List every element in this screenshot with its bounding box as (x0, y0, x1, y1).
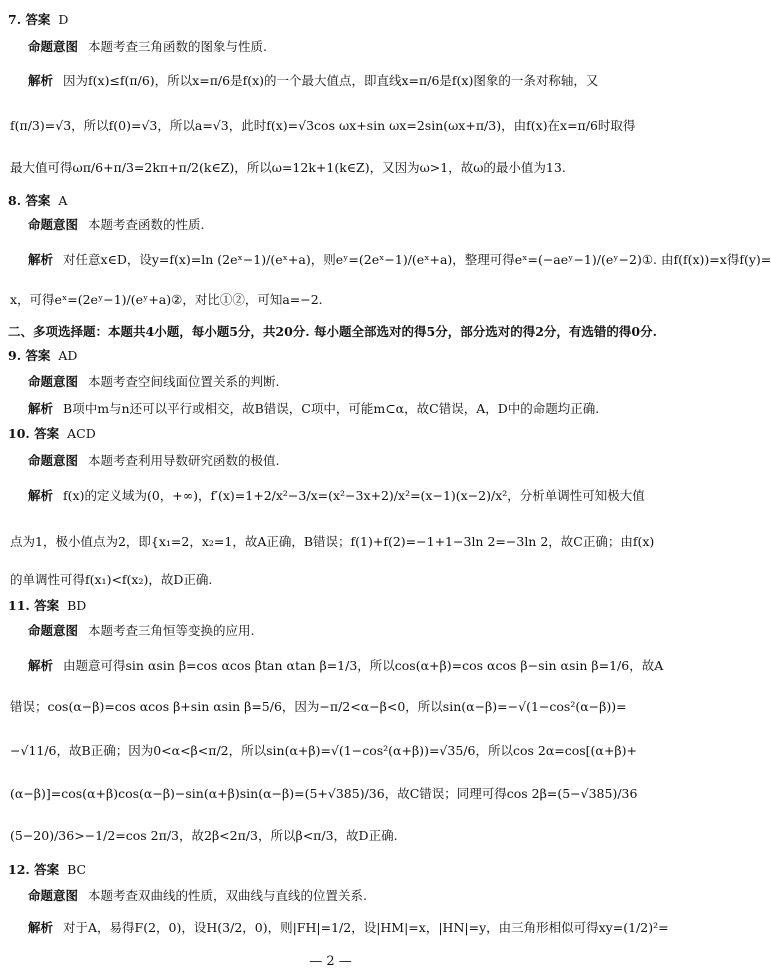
q8-analysis-line-2: x，可得eˣ=(2eʸ−1)/(eʸ+a)②，对比①②，可知a=−2. (10, 292, 323, 307)
q11-analysis-line-2: 错误；cos(α−β)=cos αcos β+sin αsin β=5/6，因为−π/2<α−β<0，所以sin(α−β)=−√(1−cos²(α−β))= (10, 699, 627, 714)
q9-header (8, 346, 653, 366)
q9-intent (28, 372, 653, 392)
q11-analysis-label: 解析 (28, 658, 54, 673)
q10-analysis-label: 解析 (28, 488, 54, 503)
q12-analysis-label: 解析 (28, 920, 54, 935)
q10-number: 10. 答案 (8, 426, 60, 441)
q8-number: 8. 答案 (8, 193, 51, 208)
q10-analysis-line-3: 的单调性可得f(x₁)<f(x₂)，故D正确. (10, 572, 213, 587)
q10-analysis-text-1: f(x)的定义域为(0，+∞)，f′(x)=1+2/x²−3/x=(x²−3x+2)/x²=(x−1)(x−2)/x²，分析单调性可知极大值 (63, 488, 645, 503)
q10-intent (28, 451, 653, 471)
q11-header (8, 596, 653, 616)
q11-answer: BD (67, 598, 87, 613)
q9-analysis-text-1: B项中m与n还可以平行或相交，故B错误，C项中，可能m⊂α，故C错误，A，D中的命题均正确. (63, 401, 600, 416)
q7-analysis-line-1 (28, 71, 653, 91)
q12-intent-label: 命题意图 (28, 888, 79, 903)
q12-analysis-line-1 (28, 918, 669, 938)
q9-intent-label: 命题意图 (28, 374, 79, 389)
q7-analysis-line-3: 最大值可得ωπ/6+π/3=2kπ+π/2(k∈Z)，所以ω=12k+1(k∈Z)，又因为ω>1，故ω的最小值为13. (10, 160, 566, 175)
q7-intent (28, 37, 653, 57)
q10-header (8, 424, 653, 444)
q10-intent-label: 命题意图 (28, 453, 79, 468)
q11-intent-label: 命题意图 (28, 623, 79, 638)
q11-intent (28, 621, 653, 641)
q7-intent-text: 本题考查三角函数的图象与性质. (88, 39, 267, 54)
q7-intent-label: 命题意图 (28, 39, 79, 54)
q7-analysis-label: 解析 (28, 73, 54, 88)
q11-analysis-line-1 (28, 656, 664, 676)
q10-answer: ACD (67, 426, 96, 441)
q7-header (8, 10, 653, 30)
q7-analysis-line-2: f(π/3)=√3，所以f(0)=√3，所以a=√3，此时f(x)=√3cos ωx+sin ωx=2sin(ωx+π/3)，由f(x)在x=π/6时取得 (10, 118, 636, 133)
q8-analysis-line-1 (28, 250, 771, 270)
q10-intent-text: 本题考查利用导数研究函数的极值. (88, 453, 280, 468)
q12-analysis-text-1: 对于A，易得F(2，0)，设H(3/2，0)，则|FH|=1/2，设|HM|=x，|HN|=y，由三角形相似可得xy=(1/2)²= (63, 920, 669, 935)
q12-intent-text: 本题考查双曲线的性质，双曲线与直线的位置关系. (88, 888, 367, 903)
q8-intent-label: 命题意图 (28, 217, 79, 232)
q11-analysis-line-3: −√11/6，故B正确；因为0<α<β<π/2，所以sin(α+β)=√(1−cos²(α+β))=√35/6，所以cos 2α=cos[(α+β)+ (10, 743, 637, 758)
section-2-heading: 二、多项选择题：本题共4小题，每小题5分，共20分. 每小题全部选对的得5分，部分选对的得2分，有选错的得0分. (8, 324, 657, 339)
q9-analysis-label: 解析 (28, 401, 54, 416)
q12-number: 12. 答案 (8, 862, 60, 877)
q8-header (8, 191, 653, 211)
q12-intent (28, 886, 653, 906)
q7-answer: D (58, 12, 69, 27)
page-number: — 2 — (309, 954, 352, 969)
q9-number: 9. 答案 (8, 348, 51, 363)
q9-intent-text: 本题考查空间线面位置关系的判断. (88, 374, 280, 389)
q8-intent (28, 215, 653, 235)
q11-intent-text: 本题考查三角恒等变换的应用. (88, 623, 255, 638)
q12-answer: BC (67, 862, 87, 877)
q7-analysis-text-1: 因为f(x)≤f(π/6)，所以x=π/6是f(x)的一个最大值点，即直线x=π/6是f(x)图象的一条对称轴，又 (63, 73, 599, 88)
q7-number: 7. 答案 (8, 12, 51, 27)
q10-analysis-line-1 (28, 486, 653, 506)
q8-intent-text: 本题考查函数的性质. (88, 217, 205, 232)
q11-analysis-text-1: 由题意可得sin αsin β=cos αcos βtan αtan β=1/3，所以cos(α+β)=cos αcos β−sin αsin β=1/6，故A (63, 658, 664, 673)
q9-analysis-line-1 (28, 399, 653, 419)
q8-answer: A (58, 193, 68, 208)
q9-answer: AD (58, 348, 78, 363)
q11-analysis-line-5: (5−20)/36>−1/2=cos 2π/3，故2β<2π/3，所以β<π/3，故D正确. (10, 828, 398, 843)
q11-number: 11. 答案 (8, 598, 60, 613)
q10-analysis-line-2: 点为1，极小值点为2，即{x₁=2，x₂=1，故A正确，B错误；f(1)+f(2)=−1+1−3ln 2=−3ln 2，故C正确；由f(x) (10, 534, 655, 549)
q11-analysis-line-4: (α−β)]=cos(α+β)cos(α−β)−sin(α+β)sin(α−β)=(5+√385)/36，故C错误；同理可得cos 2β=(5−√385)/36 (10, 786, 638, 801)
q8-analysis-label: 解析 (28, 252, 54, 267)
q12-header (8, 860, 653, 880)
q8-analysis-text-1: 对任意x∈D，设y=f(x)=ln (2eˣ−1)/(eˣ+a)，则eʸ=(2eˣ−1)/(eˣ+a)，整理可得eˣ=(−aeʸ−1)/(eʸ−2)①. 由f(f(x))=x得f(y)= (63, 252, 771, 267)
